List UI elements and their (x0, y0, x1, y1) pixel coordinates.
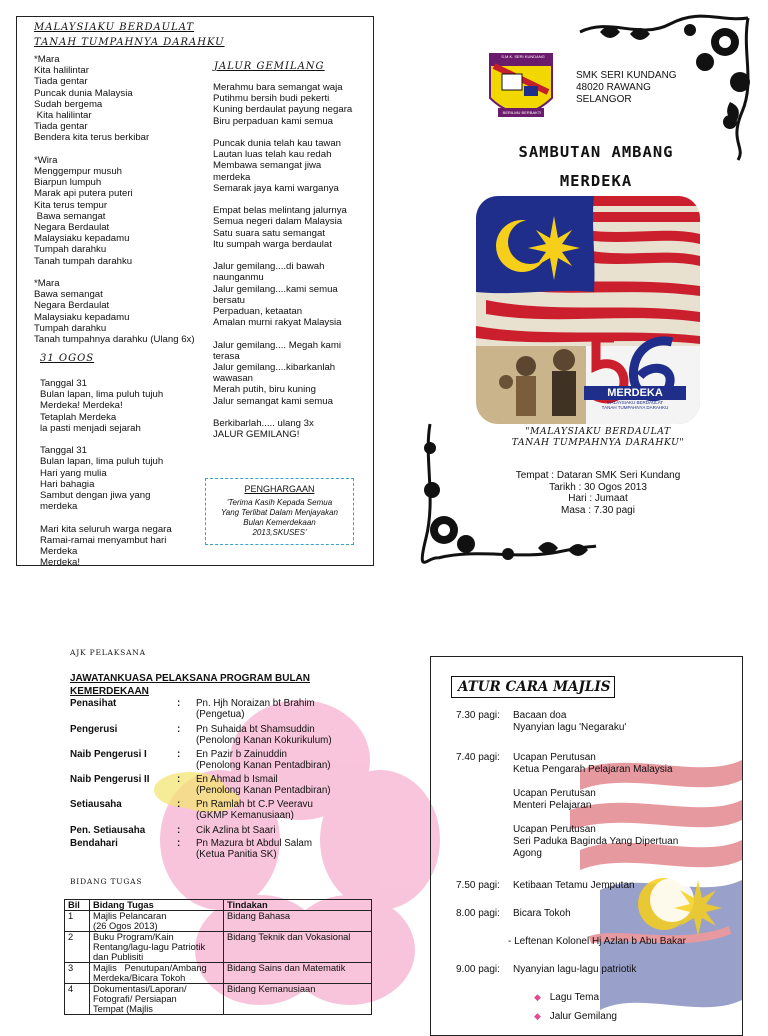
bullet-icon: ◆ (534, 1011, 541, 1021)
table-cell: 3 (65, 963, 90, 984)
table-cell: 2 (65, 932, 90, 963)
column-header: Bidang Tugas (90, 900, 224, 911)
member-role: Setiausaha (70, 799, 122, 810)
address-line-3: SELANGOR (576, 94, 632, 105)
song1-title (34, 20, 225, 50)
tasks-table (64, 899, 372, 1015)
event-day: Hari : Jumaat (568, 493, 628, 504)
song3-title: JALUR GEMILANG (214, 61, 325, 72)
song-name: Jalur Gemilang (549, 1011, 617, 1022)
tasks-label: BIDANG TUGAS (70, 877, 143, 886)
member-role: Pen. Setiausaha (70, 825, 146, 836)
member-colon: : (177, 749, 181, 760)
schedule-time: 8.00 pagi: (456, 908, 500, 919)
schedule-desc: Bacaan doa Nyanyian lagu 'Negaraku' (513, 710, 627, 733)
member-colon: : (177, 774, 181, 785)
column-header: Tindakan (224, 900, 372, 911)
schedule-time: 7.50 pagi: (456, 880, 500, 891)
floral-corner-bottom-left (418, 418, 598, 564)
schedule-time: 7.40 pagi: (456, 752, 500, 763)
table-header-row (65, 900, 372, 911)
song-list-item (534, 988, 617, 1007)
schedule-time: 9.00 pagi: (456, 964, 500, 975)
event-venue: Tempat : Dataran SMK Seri Kundang (515, 470, 681, 481)
committee-member (70, 698, 380, 722)
bullet-icon: ◆ (534, 992, 541, 1002)
event-time: Masa : 7.30 pagi (561, 504, 635, 516)
committee-member (70, 774, 380, 798)
member-name: Pn Suhaida bt Shamsuddin (Penolong Kanan Kokurikulum) (196, 724, 332, 747)
member-name: En Ahmad b Ismail (Penolong Kanan Pentadbiran) (196, 774, 331, 797)
address-line-2: 48020 RAWANG (576, 82, 651, 93)
table-cell: Bidang Teknik dan Vokasional (224, 932, 372, 963)
table-cell: Bidang Kemanusiaan (224, 984, 372, 1015)
table-cell: Majlis Penutupan/Ambang Merdeka/Bicara Tokoh (90, 963, 224, 984)
song1-title-line-1: MALAYSIAKU BERDAULAT (34, 22, 195, 33)
member-role: Bendahari (70, 838, 118, 849)
member-colon: : (177, 825, 181, 836)
table-cell: Bidang Bahasa (224, 911, 372, 932)
song3-lyrics: Merahmu bara semangat waja Putihmu bersih budi pekerti Kuning berdaulat payung negara Biru perpaduan kami semua Puncak dunia telah kau tawan Lautan luas telah kau redah Membawa semangat jiwa merdeka Semarak jaya kami warganya Empat belas melintang jalurnya Semua negeri dalam Malaysia Satu suara satu semangat Itu sumpah warga berdaulat Jalur gemilang....di bawah naunganmu Jalur gemilang....kami semua bersatu Perpaduan, ketaatan Amalan murni rakyat Malaysia Jalur gemilang.... Megah kami terasa Jalur gemilang....kibarkanlah wawasan Merah putih, biru kuning Jalur semangat kami semua Berkibarlah..... ulang 3x JALUR GEMILANG! (213, 82, 353, 441)
member-name: En Pazir b Zainuddin (Penolong Kanan Pentadbiran) (196, 749, 331, 772)
column-header: Bil (65, 900, 90, 911)
member-name: Cik Azlina bt Saari (196, 825, 276, 836)
table-row (65, 984, 372, 1015)
member-name: Pn Ramlah bt C.P Veeravu (GKMP Kemanusiaan) (196, 799, 313, 822)
song-name: Lagu Tema (549, 992, 599, 1003)
event-title-line-2: MERDEKA (559, 172, 633, 190)
member-colon: : (177, 799, 181, 810)
schedule-title: ATUR CARA MAJLIS (451, 676, 615, 698)
table-cell: Dokumentasi/Laporan/ Fotografi/ Persiapan Tempat (Majlis (90, 984, 224, 1015)
acknowledgement-title: PENGHARGAAN (244, 484, 315, 494)
song1-lyrics: *Mara Kita halilintar Tiada gentar Puncak dunia Malaysia Sudah bergema Kita halilintar Tiada gentar Bendera kita terus berkibar *Wira Menggempur musuh Biarpun lumpuh Marak api putera puteri Kita terus tempur Bawa semangat Negara Berdaulat Malaysiaku kepadamu Tumpah darahku Tanah tumpah darahku *Mara Bawa semangat Negara Berdaulat Malaysiaku kepadamu Tumpah darahku Tanah tumpahnya darahku (Ulang 6x) (34, 54, 195, 346)
song1-title-line-2: TANAH TUMPAHNYA DARAHKU (34, 37, 225, 48)
badge-text: S.M.K. SERI KUNDANG (501, 54, 545, 59)
member-colon: : (177, 724, 181, 735)
school-badge (488, 52, 554, 128)
merdeka-logo-text: MERDEKA (607, 387, 663, 399)
committee-member (70, 838, 380, 862)
event-title (490, 138, 702, 196)
school-address (576, 70, 677, 106)
member-role: Naib Pengerusi I (70, 749, 147, 760)
schedule-time: 7.30 pagi: (456, 710, 500, 721)
song2-lyrics: Tanggal 31 Bulan lapan, lima puluh tujuh Merdeka! Merdeka! Tetaplah Merdeka la pasti menjadi sejarah Tanggal 31 Bulan lapan, lima puluh tujuh Hari yang mulia Hari bahagia Sambut dengan jiwa yang merdeka Mari kita seluruh warga negara Ramai-ramai menyambut hari Merdeka Merdeka! (40, 378, 172, 569)
schedule-desc: Ketibaan Tetamu Jemputan (513, 880, 635, 891)
event-title-line-1: SAMBUTAN AMBANG (518, 143, 674, 161)
event-date: Tarikh : 30 Ogos 2013 (549, 481, 647, 493)
acknowledgement-box (205, 478, 354, 545)
member-role: Naib Pengerusi II (70, 774, 150, 785)
acknowledgement-text: 'Terima Kasih Kepada Semua Yang Terlibat Dalam Menjayakan Bulan Kemerdekaan 2013,SKUSES' (221, 498, 338, 537)
ajk-section-label: AJK PELAKSANA (70, 648, 146, 657)
table-row (65, 963, 372, 984)
schedule-desc: - Leftenan Kolonel Hj Azlan b Abu Bakar (508, 936, 686, 947)
schedule-desc: Nyanyian lagu-lagu patriotik (513, 964, 637, 975)
theme-line-2: TANAH TUMPAHNYA DARAHKU" (511, 437, 685, 448)
address-line-1: SMK SERI KUNDANG (576, 70, 677, 81)
member-name: Pn. Hjh Noraizan bt Brahim (Pengetua) (196, 698, 315, 721)
table-row (65, 932, 372, 963)
member-role: Penasihat (70, 698, 117, 709)
table-cell: Majlis Pelancaran (26 Ogos 2013) (90, 911, 224, 932)
table-cell: 1 (65, 911, 90, 932)
committee-member (70, 724, 380, 748)
song-list-item (534, 1007, 617, 1026)
member-colon: : (177, 838, 181, 849)
theme-line-1: "MALAYSIAKU BERDAULAT (525, 426, 671, 437)
member-colon: : (177, 698, 181, 709)
committee-member (70, 825, 380, 837)
table-row (65, 911, 372, 932)
committee-title: JAWATANKUASA PELAKSANA PROGRAM BULAN KEMERDEKAAN (70, 673, 310, 697)
member-name: Pn Mazura bt Abdul Salam (Ketua Panitia SK) (196, 838, 312, 861)
committee-member (70, 799, 380, 823)
table-cell: 4 (65, 984, 90, 1015)
merdeka-logo-subtext: MALAYSIAKU BERDAULAT TANAH TUMPAHNYA DARAHKU (601, 400, 669, 410)
committee-member (70, 749, 380, 773)
table-cell: Bidang Sains dan Matematik (224, 963, 372, 984)
schedule-desc: Bicara Tokoh (513, 908, 571, 919)
song-list (534, 988, 617, 1026)
song2-title: 31 OGOS (40, 353, 95, 364)
schedule-desc: Ucapan Perutusan Ketua Pengarah Pelajaran Malaysia Ucapan Perutusan Menteri Pelajaran Ucapan Perutusan Seri Paduka Baginda Yang Dipertuan Agong (513, 752, 679, 859)
table-cell: Buku Program/Kain Rentang/lagu-lagu Patriotik dan Publisiti (90, 932, 224, 963)
badge-motto: BERILMU BERBAKTI (502, 110, 542, 115)
member-role: Pengerusi (70, 724, 118, 735)
